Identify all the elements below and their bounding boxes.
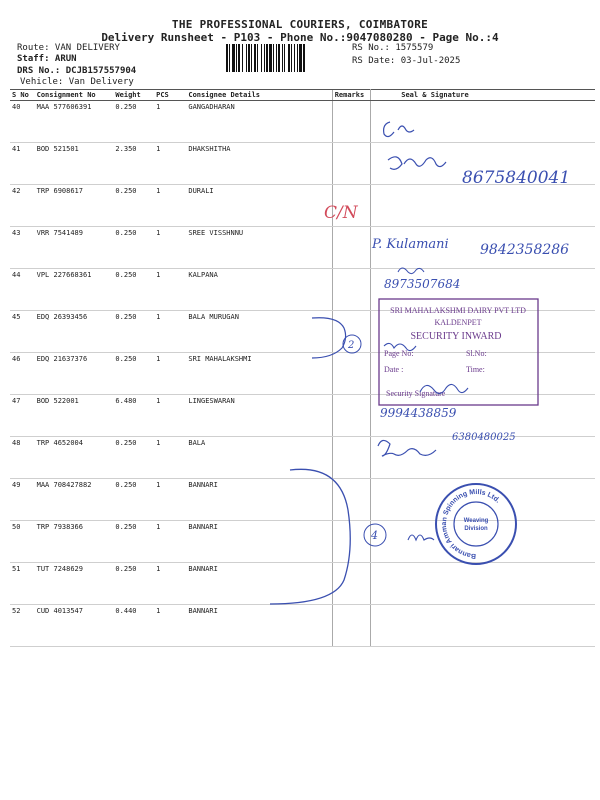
cell-seal bbox=[371, 353, 595, 395]
cell-consignment: TUT 7248629 bbox=[35, 563, 114, 605]
mill-stamp-center2: Division bbox=[464, 526, 488, 532]
cell-consignee: SRI MAHALAKSHMI bbox=[186, 353, 332, 395]
col-consignee-header: Consignee Details bbox=[186, 90, 332, 101]
cell-consignment: TRP 6908617 bbox=[35, 185, 114, 227]
cn-mark: C/N bbox=[324, 203, 358, 223]
cell-sno: 44 bbox=[10, 269, 35, 311]
cell-consignee: SREE VISSHNNU bbox=[186, 227, 332, 269]
cell-pcs: 1 bbox=[154, 101, 186, 143]
route-label: Route: VAN DELIVERY bbox=[17, 43, 120, 53]
dairy-stamp-page: Page No: bbox=[384, 349, 414, 358]
phone-row48: 6380480025 bbox=[452, 432, 516, 443]
table-row bbox=[10, 563, 595, 605]
cell-remarks bbox=[332, 395, 371, 437]
cell-remarks bbox=[332, 605, 371, 647]
staff-label: Staff: ARUN bbox=[17, 54, 77, 64]
cell-weight: 6.480 bbox=[113, 395, 154, 437]
col-sno-header: S No bbox=[10, 90, 35, 101]
table-row bbox=[10, 101, 595, 143]
cell-sno: 42 bbox=[10, 185, 35, 227]
cell-weight: 0.250 bbox=[113, 185, 154, 227]
cell-remarks bbox=[332, 269, 371, 311]
col-weight-header: Weight bbox=[113, 90, 154, 101]
cell-consignment: MAA 577606391 bbox=[35, 101, 114, 143]
cell-pcs: 1 bbox=[154, 605, 186, 647]
cell-seal bbox=[371, 143, 595, 185]
table-row bbox=[10, 227, 595, 269]
cell-pcs: 1 bbox=[154, 437, 186, 479]
cell-pcs: 1 bbox=[154, 479, 186, 521]
dairy-stamp-line2: KALDENPET bbox=[434, 318, 482, 327]
cell-seal bbox=[371, 521, 595, 563]
cell-remarks bbox=[332, 479, 371, 521]
cell-consignment: BOD 522001 bbox=[35, 395, 114, 437]
cell-remarks bbox=[332, 143, 371, 185]
table-row bbox=[10, 605, 595, 647]
cell-weight: 0.250 bbox=[113, 563, 154, 605]
cell-seal bbox=[371, 185, 595, 227]
cell-sno: 43 bbox=[10, 227, 35, 269]
mill-stamp-ring-text: Bannari Amman Spinning Mills Ltd. bbox=[440, 488, 502, 560]
table-row bbox=[10, 479, 595, 521]
cell-consignee: BANNARI bbox=[186, 521, 332, 563]
runsheet-subtitle: Delivery Runsheet - P103 - Phone No.:9047080280 - Page No.:4 bbox=[101, 31, 499, 44]
cell-pcs: 1 bbox=[154, 521, 186, 563]
cell-sno: 50 bbox=[10, 521, 35, 563]
table-row bbox=[10, 143, 595, 185]
cell-consignee: BALA bbox=[186, 437, 332, 479]
cell-consignment: EDQ 26393456 bbox=[35, 311, 114, 353]
cell-weight: 0.250 bbox=[113, 437, 154, 479]
col-consignment-header: Consignment No bbox=[35, 90, 114, 101]
cell-sno: 48 bbox=[10, 437, 35, 479]
cell-weight: 0.250 bbox=[113, 311, 154, 353]
phone-row43: 9842358286 bbox=[480, 242, 570, 258]
cell-remarks bbox=[332, 311, 371, 353]
cell-seal bbox=[371, 311, 595, 353]
cell-seal bbox=[371, 227, 595, 269]
cell-sno: 52 bbox=[10, 605, 35, 647]
cell-consignee: DURALI bbox=[186, 185, 332, 227]
digit-2: 2 bbox=[348, 340, 355, 351]
dairy-stamp-time: Time: bbox=[466, 365, 485, 374]
barcode-bar bbox=[305, 44, 306, 72]
cell-consignment: VRR 7541489 bbox=[35, 227, 114, 269]
col-remarks-header: Remarks bbox=[332, 90, 371, 101]
cell-consignment: CUD 4013547 bbox=[35, 605, 114, 647]
cell-sno: 47 bbox=[10, 395, 35, 437]
cell-weight: 2.350 bbox=[113, 143, 154, 185]
digit-4: 4 bbox=[371, 529, 378, 542]
table-row bbox=[10, 185, 595, 227]
cell-weight: 0.250 bbox=[113, 353, 154, 395]
cell-consignment: MAA 708427882 bbox=[35, 479, 114, 521]
cell-seal bbox=[371, 437, 595, 479]
dairy-stamp-line1: SRI MAHALAKSHMI DAIRY PVT LTD bbox=[390, 306, 526, 315]
cell-consignee: GANGADHARAN bbox=[186, 101, 332, 143]
cell-remarks bbox=[332, 563, 371, 605]
table-row bbox=[10, 395, 595, 437]
table-row bbox=[10, 269, 595, 311]
company-title: THE PROFESSIONAL COURIERS, COIMBATORE bbox=[171, 18, 429, 31]
cell-sno: 51 bbox=[10, 563, 35, 605]
cell-weight: 0.250 bbox=[113, 269, 154, 311]
cell-consignee: KALPANA bbox=[186, 269, 332, 311]
cell-seal bbox=[371, 269, 595, 311]
barcode bbox=[226, 44, 344, 72]
cell-weight: 0.250 bbox=[113, 101, 154, 143]
table-row bbox=[10, 437, 595, 479]
cell-sno: 40 bbox=[10, 101, 35, 143]
cell-pcs: 1 bbox=[154, 563, 186, 605]
cell-remarks bbox=[332, 227, 371, 269]
cell-weight: 0.250 bbox=[113, 521, 154, 563]
cell-consignee: BALA MURUGAN bbox=[186, 311, 332, 353]
dairy-stamp-slno: Sl.No: bbox=[466, 349, 487, 358]
rs-date: RS Date: 03-Jul-2025 bbox=[352, 56, 461, 66]
dairy-stamp-signature: Security Signature bbox=[386, 389, 446, 398]
cell-weight: 0.250 bbox=[113, 479, 154, 521]
cell-remarks bbox=[332, 101, 371, 143]
cell-pcs: 1 bbox=[154, 227, 186, 269]
cell-sno: 46 bbox=[10, 353, 35, 395]
table-row bbox=[10, 353, 595, 395]
cell-sno: 41 bbox=[10, 143, 35, 185]
cell-seal bbox=[371, 563, 595, 605]
mill-stamp-center1: Weaving bbox=[463, 518, 489, 524]
table-body bbox=[10, 101, 595, 647]
cell-remarks bbox=[332, 521, 371, 563]
cell-consignment: BOD 521501 bbox=[35, 143, 114, 185]
vehicle-label: Vehicle: Van Delivery bbox=[20, 77, 134, 87]
cell-weight: 0.250 bbox=[113, 227, 154, 269]
table-header-row bbox=[10, 90, 595, 101]
drs-number: DRS No.: DCJB157557904 bbox=[17, 66, 137, 76]
cell-sno: 45 bbox=[10, 311, 35, 353]
phone-row41: 8675840041 bbox=[462, 168, 571, 188]
name-row43: P. Kulamani bbox=[372, 237, 449, 252]
cell-pcs: 1 bbox=[154, 395, 186, 437]
cell-seal bbox=[371, 395, 595, 437]
cell-pcs: 1 bbox=[154, 269, 186, 311]
cell-consignee: BANNARI bbox=[186, 479, 332, 521]
cell-consignment: EDQ 21637376 bbox=[35, 353, 114, 395]
col-seal-header: Seal & Signature bbox=[371, 90, 595, 101]
cell-sno: 49 bbox=[10, 479, 35, 521]
cell-consignment: TRP 4652004 bbox=[35, 437, 114, 479]
cell-seal bbox=[371, 605, 595, 647]
cell-consignee: BANNARI bbox=[186, 605, 332, 647]
cell-seal bbox=[371, 479, 595, 521]
cell-consignee: LINGESWARAN bbox=[186, 395, 332, 437]
phone-row44: 8973507684 bbox=[384, 277, 461, 291]
cell-consignment: TRP 7938366 bbox=[35, 521, 114, 563]
table-row bbox=[10, 311, 595, 353]
cell-remarks bbox=[332, 437, 371, 479]
rs-number: RS No.: 1575579 bbox=[352, 43, 434, 53]
cell-remarks bbox=[332, 353, 371, 395]
dairy-stamp-date: Date : bbox=[384, 365, 404, 374]
cell-consignee: DHAKSHITHA bbox=[186, 143, 332, 185]
table-row bbox=[10, 521, 595, 563]
cell-remarks bbox=[332, 185, 371, 227]
cell-consignment: VPL 227668361 bbox=[35, 269, 114, 311]
cell-pcs: 1 bbox=[154, 143, 186, 185]
runsheet-table bbox=[10, 89, 595, 647]
cell-consignee: BANNARI bbox=[186, 563, 332, 605]
cell-pcs: 1 bbox=[154, 311, 186, 353]
cell-weight: 0.440 bbox=[113, 605, 154, 647]
col-pcs-header: PCS bbox=[154, 90, 186, 101]
phone-row47: 9994438859 bbox=[380, 406, 457, 420]
cell-seal bbox=[371, 101, 595, 143]
dairy-stamp-line3: SECURITY INWARD bbox=[410, 331, 502, 342]
cell-pcs: 1 bbox=[154, 353, 186, 395]
cell-pcs: 1 bbox=[154, 185, 186, 227]
